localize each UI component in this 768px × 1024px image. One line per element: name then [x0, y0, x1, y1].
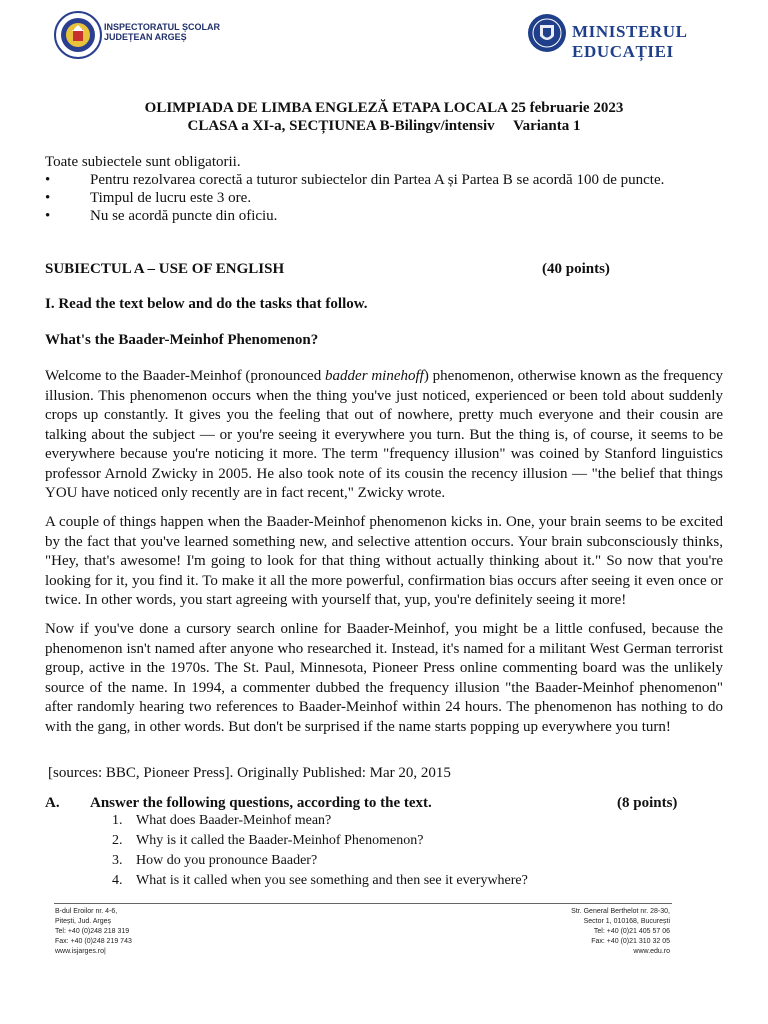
question-number: 1.: [112, 813, 123, 828]
article-title: What's the Baader-Meinhof Phenomenon?: [45, 332, 319, 348]
section-heading: [45, 261, 615, 278]
bullet-icon: •: [45, 172, 51, 188]
footer-line: B-dul Eroilor nr. 4-6,: [55, 908, 118, 915]
article-paragraph-1: [45, 367, 723, 504]
ministry-name: MINISTERUL EDUCAȚIEI: [572, 22, 687, 61]
footer-line: Fax: +40 (0)248 219 743: [55, 938, 132, 945]
footer-line: Str. General Berthelot nr. 28-30,: [571, 908, 670, 915]
footer-line: Tel: +40 (0)248 218 319: [55, 928, 130, 935]
question-item: [112, 811, 528, 831]
isj-logo: [54, 11, 102, 59]
p1-end: ) phenomenon, otherwise known as the frequency illusion. This phenomenon occurs when the thing you've just noticed, experienced or been told about suddenly crops up constantly. It gives you the feeling that out of nowhere, pretty much everyone and their cousin are talking about the subject — or you're seeing it everywhere you turn. But the thing is, of course, it seems to be everywhere because you're noticing it more. The term "frequency illusion" was coined by Stanford linguistics professor Arnold Zwicky in 2005. He also took note of its cousin the recency illusion — "the belief that things YOU have noticed only recently are in fact recent," Zwicky wrote.: [45, 368, 723, 501]
instruction-bullet: [45, 171, 664, 189]
question-list: [112, 811, 528, 891]
question-number: 3.: [112, 853, 123, 868]
pronunciation: badder minehoff: [325, 368, 424, 384]
bullet-text: Nu se acordă puncte din oficiu.: [90, 208, 278, 224]
question-text: What is it called when you see something and then see it everywhere?: [136, 873, 528, 888]
instructions: [45, 153, 664, 225]
section-points: (40 points): [542, 261, 610, 277]
bullet-icon: •: [45, 208, 51, 224]
section-title: SUBIECTUL A – USE OF ENGLISH: [45, 261, 285, 277]
footer-line: Fax: +40 (0)21 310 32 05: [591, 938, 670, 945]
question-text: What does Baader-Meinhof mean?: [136, 813, 332, 828]
question-number: 2.: [112, 833, 123, 848]
footer-link[interactable]: www.isjarges.ro|: [55, 948, 106, 955]
instruction-bullet: [45, 189, 664, 207]
footer-left-address: [55, 907, 132, 957]
p1-start: Welcome to the Baader-Meinhof (pronounced: [45, 368, 326, 384]
footer-divider: [54, 903, 672, 904]
instructions-line: Toate subiectele sunt obligatorii.: [45, 154, 241, 170]
exam-subtitle: CLASA a XI-a, SECȚIUNEA B-Bilingv/intensiv Varianta 1: [187, 118, 581, 134]
article-sources: [sources: BBC, Pioneer Press]. Originally Published: Mar 20, 2015: [48, 765, 451, 781]
footer-line: Pitești, Jud. Argeș: [55, 918, 112, 925]
question-item: [112, 831, 528, 851]
bullet-text: Pentru rezolvarea corectă a tuturor subiectelor din Partea A și Partea B se acordă 100 de puncte.: [90, 172, 665, 188]
task-instruction: I. Read the text below and do the tasks that follow.: [45, 296, 368, 312]
question-item: [112, 871, 528, 891]
article-paragraph-2: A couple of things happen when the Baader-Meinhof phenomenon kicks in. One, your brain seems to be excited by the fact that you've learned something new, and selective attention occurs. Your brain subconsciously thinks, "Hey, that's awesome! I'm going to look for that thing without actually thinking about it." So now that you're looking for it, you find it. To make it all the more powerful, confirmation bias occurs after seeing it even once or twice. In other words, you start agreeing with yourself that, yup, you're definitely seeing it more!: [45, 514, 723, 608]
footer-link[interactable]: www.edu.ro: [633, 948, 670, 955]
question-text: Why is it called the Baader-Meinhof Phenomenon?: [136, 833, 424, 848]
footer-line: Sector 1, 010168, București: [583, 918, 670, 925]
question-item: [112, 851, 528, 871]
part-a-letter: A.: [45, 795, 60, 811]
ministry-crest-icon: [527, 11, 567, 55]
footer-line: Tel: +40 (0)21 405 57 06: [593, 928, 670, 935]
bullet-icon: •: [45, 190, 51, 206]
isj-line1: INSPECTORATUL ȘCOLAR: [104, 22, 221, 32]
question-number: 4.: [112, 873, 123, 888]
isj-name: [104, 22, 220, 42]
part-a-instruction: Answer the following questions, according to the text.: [90, 795, 432, 811]
article-paragraph-3: Now if you've done a cursory search online for Baader-Meinhof, you might be a little confused, because the phenomenon isn't named after anyone who researched it. Instead, it's named for a militant West German terrorist group, active in the 1970s. The St. Paul, Minnesota, Pioneer Press online commenting board was the unlikely source of the name. In 1994, a commenter dubbed the frequency illusion "the Baader-Meinhof phenomenon" after randomly hearing two references to Baader-Meinhof within 24 hours. The phenomenon has nothing to do with the gang, in other words. But don't be surprised if the name starts popping up everywhere you turn!: [45, 621, 723, 735]
question-text: How do you pronounce Baader?: [136, 853, 318, 868]
exam-title: OLIMPIADA DE LIMBA ENGLEZĂ ETAPA LOCALA 25 februarie 2023: [144, 100, 624, 116]
bullet-text: Timpul de lucru este 3 ore.: [90, 190, 252, 206]
instruction-bullet: [45, 207, 664, 225]
part-a-points: (8 points): [617, 795, 678, 811]
footer-right-address: [500, 907, 670, 957]
isj-line2: JUDEȚEAN ARGEȘ: [104, 32, 187, 42]
